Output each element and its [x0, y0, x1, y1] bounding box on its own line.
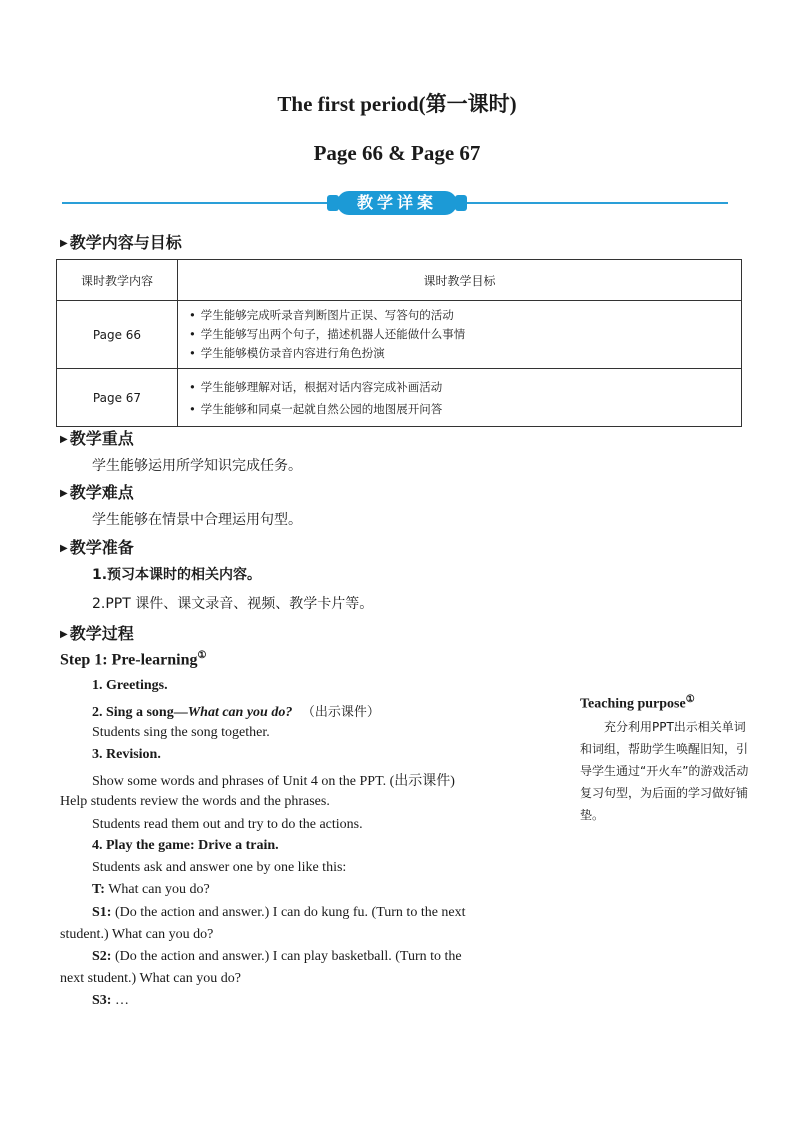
triangle-bullet-icon: ▶	[60, 543, 68, 554]
section-heading-preparation: ▶ 教学准备	[60, 538, 134, 557]
prep-item-2: 2.PPT 课件、课文录音、视频、教学卡片等。	[92, 596, 374, 612]
goal-item: • 学生能够和同桌一起就自然公园的地图展开问答	[189, 398, 740, 420]
triangle-bullet-icon: ▶	[60, 488, 68, 499]
dialogue-teacher: T: What can you do?	[92, 882, 210, 897]
step-1-title: Step 1: Pre-learning①	[60, 650, 207, 669]
table-cell-goals	[178, 301, 742, 369]
game-description: Students ask and answer one by one like this:	[92, 860, 347, 875]
greetings-line: 1. Greetings.	[92, 678, 168, 693]
game-line: 4. Play the game: Drive a train.	[92, 838, 279, 853]
table-header-row	[57, 260, 742, 301]
dialogue-s3: S3: …	[92, 993, 129, 1008]
dialogue-s2: S2: (Do the action and answer.) I can play basketball. (Turn to the	[92, 949, 462, 964]
table-cell-page: Page 66	[57, 301, 178, 369]
dialogue-s1: S1: (Do the action and answer.) I can do kung fu. (Turn to the next	[92, 905, 466, 920]
sidebar-body: 充分利用PPT出示相关单词和词组，帮助学生唤醒旧知，引导学生通过“开火车”的游戏活动复习句型，为后面的学习做好铺垫。	[580, 720, 749, 822]
table-cell-page: Page 67	[57, 369, 178, 427]
prep-item-1: 1.预习本课时的相关内容。	[92, 567, 262, 583]
sidebar-title: Teaching purpose①	[580, 694, 695, 712]
triangle-bullet-icon: ▶	[60, 238, 68, 249]
goals-table	[56, 259, 742, 427]
difficulties-text: 学生能够在情景中合理运用句型。	[92, 512, 302, 528]
revision-text-1: Show some words and phrases of Unit 4 on the PPT. (出示课件)	[92, 774, 455, 789]
song-title: What can you do?	[187, 705, 293, 720]
table-header-content: 课时教学内容	[57, 260, 178, 301]
table-header-goals: 课时教学目标	[178, 260, 742, 301]
key-points-text: 学生能够运用所学知识完成任务。	[92, 458, 302, 474]
section-heading-process: ▶ 教学过程	[60, 624, 134, 643]
revision-text-3: Students read them out and try to do the actions.	[92, 817, 363, 832]
sing-description: Students sing the song together.	[92, 725, 270, 740]
page-subtitle: Page 66 & Page 67	[313, 141, 481, 165]
banner	[327, 189, 467, 217]
revision-text-2: Help students review the words and the phrases.	[60, 794, 330, 809]
triangle-bullet-icon: ▶	[60, 629, 68, 640]
table-row	[57, 301, 742, 369]
banner-label: 教学详案	[337, 191, 457, 215]
table-cell-goals	[178, 369, 742, 427]
triangle-bullet-icon: ▶	[60, 434, 68, 445]
goal-item: • 学生能够完成听录音判断图片正误、写答句的活动	[189, 306, 740, 325]
goal-item: • 学生能够模仿录音内容进行角色扮演	[189, 344, 740, 363]
dialogue-s1-cont: student.) What can you do?	[60, 927, 214, 942]
revision-line: 3. Revision.	[92, 747, 161, 762]
section-heading-difficulties: ▶ 教学难点	[60, 483, 134, 502]
sing-line: 2. Sing a song—What can you do? （出示课件）	[92, 705, 380, 720]
section-heading-content-goals: ▶ 教学内容与目标	[60, 233, 182, 252]
goal-item: • 学生能够写出两个句子，描述机器人还能做什么事情	[189, 325, 740, 344]
page-title: The first period(第一课时)	[277, 92, 517, 116]
dialogue-s2-cont: next student.) What can you do?	[60, 971, 241, 986]
table-row	[57, 369, 742, 427]
footnote-mark: ①	[197, 650, 207, 661]
section-heading-key-points: ▶ 教学重点	[60, 429, 134, 448]
goal-item: • 学生能够理解对话，根据对话内容完成补画活动	[189, 376, 740, 398]
footnote-mark: ①	[685, 694, 695, 705]
